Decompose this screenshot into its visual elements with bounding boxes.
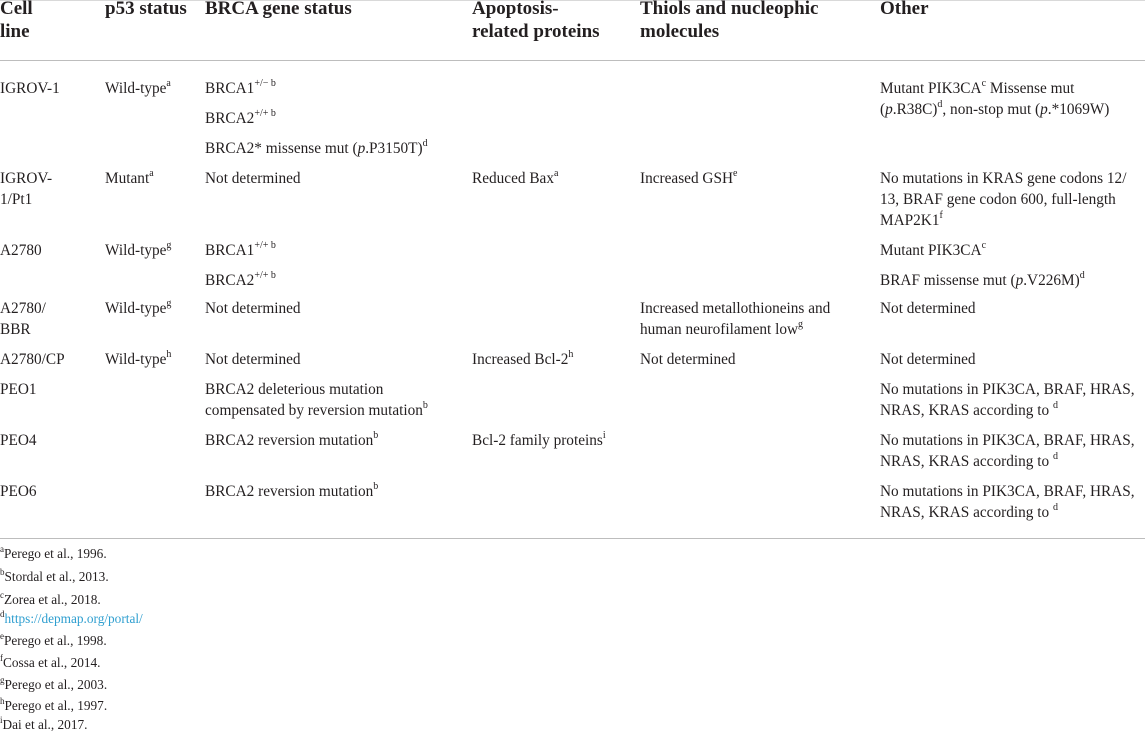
other-igrov1-2: $(p.R38C)^d$, non-stop mut (p.*1069W) <box>880 98 1110 118</box>
header-cell-line <box>0 0 33 43</box>
footnote-h: $^h$Perego et al., 1997. <box>0 695 108 713</box>
brca-peo1: BRCA2 deleterious mutation compensated by reversion mutation$^b$ <box>205 381 428 419</box>
footnote-e: $^e$Perego et al., 1998. <box>0 630 107 648</box>
header-other: Other <box>880 0 929 19</box>
footnote-i: $^i$Dai et al., 2017. <box>0 714 88 732</box>
other-a2780-1: Mutant $PIK3CA^c$ <box>880 239 987 259</box>
cell-line-peo4: PEO4 <box>0 432 37 449</box>
footnote-c: $^c$Zorea et al., 2018. <box>0 589 101 607</box>
other-a2780-2: BRAF missense mut $(p.V226M)^d$ <box>880 269 1085 289</box>
apop-a2780cp: Increased Bcl-2$^h$ <box>472 348 574 368</box>
thiols-a2780cp: Not determined <box>640 351 736 368</box>
brca-igrov1-3: BRCA2* missense mut $(p.P3150T)^d$ <box>205 137 428 157</box>
brca-peo6: BRCA2 reversion mutation$^b$ <box>205 480 379 500</box>
apop-igrov1pt1: Reduced Bax$^a$ <box>472 167 559 187</box>
depmap-link[interactable]: https://depmap.org/portal/ <box>4 611 143 626</box>
header-brca: BRCA gene status <box>205 0 352 19</box>
cell-line-a2780: A2780 <box>0 242 42 259</box>
p53-a2780: Wild-type$^g$ <box>105 239 172 259</box>
header-rule <box>0 60 1145 61</box>
brca-peo4: BRCA2 reversion mutation$^b$ <box>205 429 379 449</box>
brca-a2780bbr: Not determined <box>205 300 301 317</box>
other-peo4: No mutations in PIK3CA, BRAF, HRAS, NRAS, KRAS according to $^d$ <box>880 432 1135 470</box>
thiols-igrov1pt1: Increased GSH$^e$ <box>640 167 738 187</box>
other-a2780bbr: Not determined <box>880 300 976 317</box>
header-p53: p53 status <box>105 0 187 19</box>
footnote-d: $^d$https://depmap.org/portal/ <box>0 608 143 626</box>
footnote-g: $^g$Perego et al., 2003. <box>0 674 108 692</box>
p53-igrov1pt1: Mutant$^a$ <box>105 167 154 187</box>
cell-line-peo6: PEO6 <box>0 483 37 500</box>
p53-a2780cp: Wild-type$^h$ <box>105 348 172 368</box>
p53-igrov1: Wild-type$^a$ <box>105 77 171 97</box>
header-thiols <box>640 0 818 43</box>
header-thiols-l1: Thiols and nucleophic <box>640 0 819 19</box>
cell-line-a2780cp: A2780/CP <box>0 351 65 368</box>
other-igrov1pt1: No mutations in KRAS gene codons 12/ 13, BRAF gene codon 600, full-length MAP2K1$^f$ <box>880 170 1127 229</box>
p53-a2780bbr: Wild-type$^g$ <box>105 297 172 317</box>
footnote-f: $^f$Cossa et al., 2014. <box>0 652 101 670</box>
other-igrov1-1: Mutant $PIK3CA^c$ Missense mut <box>880 77 1075 97</box>
table-bottom-rule <box>0 538 1145 539</box>
apop-peo4: Bcl-2 family proteins$^i$ <box>472 429 606 449</box>
other-peo1: No mutations in PIK3CA, BRAF, HRAS, NRAS, KRAS according to $^d$ <box>880 381 1135 419</box>
header-apoptosis-l1: Apoptosis- <box>472 0 559 19</box>
cell-line-igrov1: IGROV-1 <box>0 80 60 97</box>
brca-igrov1-1: $BRCA1^{+/- b}$ <box>205 77 276 97</box>
footnote-a: $^a$Perego et al., 1996. <box>0 543 107 561</box>
brca-a2780-2: $BRCA2^{+/+ b}$ <box>205 269 276 289</box>
brca-igrov1-2: $BRCA2^{+/+ b}$ <box>205 107 276 127</box>
brca-igrov1pt1: Not determined <box>205 170 301 187</box>
header-apoptosis-l2: related proteins <box>472 21 600 42</box>
other-peo6: No mutations in PIK3CA, BRAF, HRAS, NRAS, KRAS according to $^d$ <box>880 483 1135 521</box>
cell-line-igrov1pt1: IGROV- 1/Pt1 <box>0 170 53 208</box>
thiols-a2780bbr: Increased metallothioneins and human neurofilament low$^g$ <box>640 300 831 338</box>
header-thiols-l2: molecules <box>640 21 720 42</box>
header-apoptosis <box>472 0 600 43</box>
brca-a2780-1: $BRCA1^{+/+ b}$ <box>205 239 276 259</box>
cell-line-a2780bbr: A2780/ BBR <box>0 300 46 338</box>
header-cell-line-l1: Cell <box>0 0 33 19</box>
footnote-b: $^b$Stordal et al., 2013. <box>0 566 109 584</box>
cell-line-peo1: PEO1 <box>0 381 37 398</box>
brca-a2780cp: Not determined <box>205 351 301 368</box>
header-cell-line-l2: line <box>0 21 30 42</box>
other-a2780cp: Not determined <box>880 351 976 368</box>
